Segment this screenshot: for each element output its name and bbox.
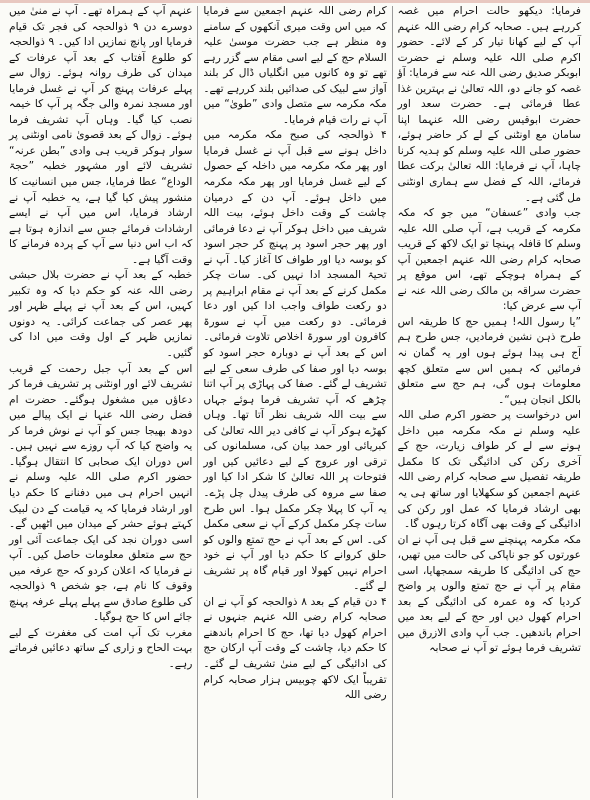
paragraph: اس کے بعد آپ جبل رحمت کے قریب تشریف لائے اور اونٹنی پر تشریف فرما کر دعاؤں میں مشغول ہوگئے۔ حضرت ام فضل رضی اللہ عنہا نے ایک پیالے میں دودھ بھیجا جس کو آپ نے نوش فرما کر یہ واضح کیا کہ آپ روزے سے نہیں ہیں۔ اس دوران ایک صحابی کا انتقال ہوگیا۔ حضور اکرم صلی اللہ علیہ وسلم نے انہیں احرام ہی میں دفنانے کا حکم دیا اور ارشاد فرمایا کہ یہ قیامت کے دن لبیک کہتے ہوئے حشر کے میدان میں اٹھیں گے۔ اسی دوران نجد کی ایک جماعت آئی اور حج سے متعلق معلومات حاصل کیں۔ آپ نے فرمایا کہ اعلان کردو کہ حج عرفہ میں وقوف کا نام ہے، جو شخص ۹ ذوالحجہ کی طلوع صادق سے پہلے پہلے عرفہ پہنچ جائے اس کا حج ہوگیا۔ [9, 362, 193, 624]
paragraph: ”یا رسول اللہ! ہمیں حج کا طریقہ اس طرح ذہن نشین فرمادیں، جس طرح ہم آج ہی پیدا ہوئے ہوں اور یہ گمان نہ فرمائیں کہ ہمیں اس سے متعلق کچھ معلومات ہوں گی، ہم حج سے متعلق بالکل انجان ہیں“۔ [397, 315, 581, 406]
column-right [393, 4, 586, 800]
paragraph: کرام رضی اللہ عنہم اجمعین سے فرمایا کہ میں اس وقت میری آنکھوں کے سامنے وہ منظر ہے جب حضرت موسیٰ علیہ السلام حج کے لیے اسی مقام سے گزر رہے تھے تو وہ کانوں میں انگلیاں ڈال کر بلند آواز سے لبیک کی صدائیں بلند کررہے تھے۔ مکہ مکرمہ سے متصل وادی ”طویٰ“ میں آپ نے رات قیام فرمایا۔ [203, 5, 387, 126]
paragraph: مغرب تک آپ امت کی مغفرت کے لیے بہت الحاح و زاری کے ساتھ دعائیں فرماتے رہے۔ [9, 626, 193, 670]
column-left [4, 4, 197, 800]
paragraph: فرمایا: دیکھو حالت احرام میں غصہ کررہے ہیں۔ صحابہ کرام رضی اللہ عنہم آپ کے لیے کھانا تیار کر کے لائے۔ حضور اکرم صلی اللہ علیہ وسلم نے حضرت ابوبکر صدیق رضی اللہ عنہ سے فرمایا: آؤ غصہ کو جانے دو، اللہ تعالیٰ نے بہترین غذا عطا فرمائی ہے۔ حضرت سعد اور حضرت ابوقیس رضی اللہ عنہما اپنا سامان مع اونٹنی کے لے کر حاضر ہوئے، حضور صلی اللہ علیہ وسلم کو ہدیہ کرنا چاہا، آپ نے فرمایا: اللہ تعالیٰ برکت عطا فرمائے، اللہ کے فضل سے ہماری اونٹنی مل گئی ہے۔ [397, 5, 581, 204]
paragraph: خطبہ کے بعد آپ نے حضرت بلال حبشی رضی اللہ عنہ کو حکم دیا کہ وہ تکبیر کہیں، اس کے بعد آپ نے پہلے ظہر اور پھر عصر کی جماعت کرائی۔ یہ دونوں نمازیں ظہر کے اول وقت میں ادا کی گئیں۔ [9, 269, 193, 360]
paragraph: اس درخواست پر حضور اکرم صلی اللہ علیہ وسلم نے مکہ مکرمہ میں داخل ہونے سے لے کر طواف زیارت، حج کے آخری رکن کی ادائیگی تک کا مکمل طریقہ تفصیل سے صحابہ کرام رضی اللہ عنہم اجمعین کو سکھلایا اور ساتھ ہی یہ بھی ارشاد فرمایا کہ عمل اور رکن کی ادائیگی کے وقت بھی آگاہ کرتا رہوں گا۔ [397, 409, 581, 531]
paragraph: عنہم آپ کے ہمراہ تھے۔ آپ نے منیٰ میں دوسرے دن ۹ ذوالحجہ کی فجر تک قیام فرمایا اور پانچ نمازیں ادا کیں۔ ۹ ذوالحجہ کو طلوع آفتاب کے بعد آپ عرفات کے میدان کی طرف روانہ ہوئے۔ زوال سے پہلے عرفات پہنچ کر آپ نے غسل فرمایا اور مسجد نمرہ والی جگہ پر آپ کا خیمہ نصب کیا گیا۔ وہاں آپ تشریف فرما ہوئے۔ زوال کے بعد قصویٰ نامی اونٹنی پر سوار ہوکر قریب ہی وادی ”بطن عرنہ“ تشریف لائے اور مشہور خطبہ ”حجۃ الوداع“ عطا فرمایا، جس میں انسانیت کا منشور پیش کیا گیا ہے، یہ خطبہ آپ نے ارشاد فرمایا، اس میں آپ نے ایسے ارشادات فرمائے جس سے اندازہ ہوتا ہے کہ اب اس دنیا سے آپ کے پردہ فرمانے کا وقت آگیا ہے۔ [9, 5, 193, 266]
paragraph: ۴ دن قیام کے بعد ۸ ذوالحجہ کو آپ نے ان صحابہ کرام رضی اللہ عنہم جنہوں نے احرام کھول دیا تھا، حج کا احرام باندھنے کا حکم دیا، چاشت کے وقت آپ ارکان حج کی ادائیگی کے لیے منیٰ تشریف لے گئے۔ تقریباً ایک لاکھ چوبیس ہزار صحابہ کرام رضی اللہ [203, 595, 387, 702]
paragraph: مکہ مکرمہ پہنچنے سے قبل ہی آپ نے ان عورتوں کو جو ناپاکی کی حالت میں تھیں، حج کی ادائیگی کا طریقہ سمجھایا، اسی مقام پر آپ نے حج تمتع والوں پر واضح کردیا کہ وہ عمرہ کی ادائیگی کے بعد احرام کھول دیں اور حج کے لیے بعد میں احرام باندھیں۔ جب آپ وادی الازرق میں تشریف فرما ہوئے تو آپ نے صحابہ [397, 533, 581, 655]
paragraph: ۴ ذوالحجہ کی صبح مکہ مکرمہ میں داخل ہونے سے قبل آپ نے غسل فرمایا اور پھر مکہ مکرمہ میں داخلہ کے حصول کے لیے غسل فرمایا اور پھر مکہ مکرمہ میں داخل ہوئے۔ آپ دن کے درمیان چاشت کے وقت داخل ہوئے، بیت اللہ شریف میں داخل ہوکر آپ نے دعا فرمائی اور پھر حجر اسود پر پہنچ کر حجر اسود کو بوسہ دیا اور طواف کا آغاز کیا۔ آپ نے تحیۃ المسجد ادا نہیں کی۔ سات چکر مکمل کرنے کے بعد آپ نے مقام ابراہیم پر دو رکعت طواف واجب ادا کیں اور دعا فرمائی۔ دو رکعت میں آپ نے سورۃ کافرون اور سورۃ اخلاص تلاوت فرمائی۔ اس کے بعد آپ نے دوبارہ حجر اسود کو بوسہ دیا اور صفا کی طرف سعی کے لیے تشریف لے گئے۔ صفا کی پہاڑی پر آپ اتنا چڑھے کہ آپ تشریف فرما ہوئے جہاں سے بیت اللہ شریف نظر آتا تھا۔ وہاں کھڑے ہوکر آپ نے کافی دیر اللہ تعالیٰ کی کبریائی اور حمد بیان کی، مسلمانوں کی ترقی اور عروج کے لیے دعائیں کیں اور فتوحات پر اللہ تعالیٰ کا شکر ادا کیا اور صفا سے مروہ کی طرف پیدل چل پڑے۔ یہ آپ کا پہلا چکر مکمل ہوا۔ اس طرح سات چکر مکمل کرکے آپ نے سعی مکمل کی۔ اس کے بعد آپ نے حج تمتع والوں کو حلق کروانے کا حکم دیا اور آپ نے خود احرام نہیں کھولا اور قیام گاہ پر تشریف لے گئے۔ [203, 129, 387, 593]
column-middle [198, 4, 391, 800]
paragraph: جب وادی ”عسفان“ میں جو کہ مکہ مکرمہ کے قریب ہے، آپ صلی اللہ علیہ وسلم کا قافلہ پہنچا تو ایک لاکھ کے قریب صحابہ کرام رضی اللہ عنہم اجمعین آپ کے ہمراہ ہوچکے تھے، اس موقع پر حضرت سراقہ بن مالک رضی اللہ عنہ نے آپ سے عرض کیا: [397, 207, 581, 313]
